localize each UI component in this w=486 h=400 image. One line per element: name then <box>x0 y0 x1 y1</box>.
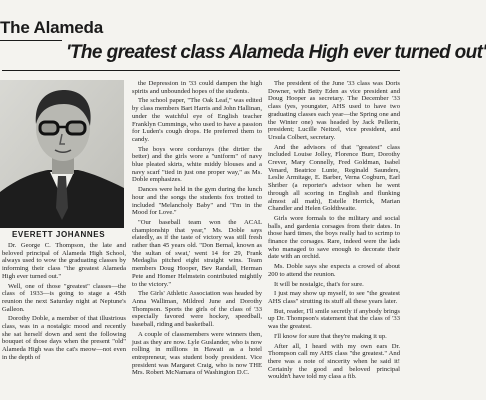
column-3-paragraph: After all, I heard with my own ears Dr. Thompson call my AHS class "the greatest." And there was a note of sincerity when he said it! Certainly the good and beloved principal wouldn't have told my class a fib. <box>268 342 400 381</box>
column-tag: The Alameda <box>0 18 103 37</box>
column-1-paragraph: Well, one of those "greatest" classes—the class of 1933—is going to stage a 45th reunion the next Saturday night at Neptune's Galleon. <box>2 282 126 313</box>
column-2-paragraph: The school paper, "The Oak Leaf," was edited by class members Bart Harris and John Hallinan, under the watchful eye of English teacher Franklyn Cummings, who used to have a passion for Luden's cough drops. He preferred them to candy. <box>132 97 262 143</box>
author-portrait-illustration <box>0 80 124 228</box>
column-3-paragraph: I just may show up myself, to see "the greatest AHS class" strutting its stuff all these years later. <box>268 290 400 305</box>
headline: 'The greatest class Alameda High ever turned out' <box>66 42 486 63</box>
column-2-paragraph: The boys wore corduroys (the dirtier the better) and the girls wore a "uniform" of navy blue pleated skirts, white middy blouses and a navy scarf "tied in just one proper way," as Ms. Doble emphasizes. <box>132 145 262 184</box>
column-3-paragraph: And the advisors of that "greatest" class included Louise Jolley, Florence Burr, Dorothy Crever, Mary Connelly, Fred Goldman, Isabel Venard, Beatrice Lunte, Reginald Saunders, Leslie Armitage, E. Barber, Verna Cogburn, Earl Shriber (a reporter's advisor when he went through all scoring in English and flunking almost all math), Estelle Herrick, Marian Chandler and Helen Goldthwaite. <box>268 143 400 213</box>
column-2-paragraph: "Our baseball team won the ACAL championship that year," Ms. Doble says elatedly, as if the taste of victory was still fresh rather than 45 years old. "Don Bernal, known as 'the sultan of swat,' went 14 for 29, Frank Medaglia pitched eight straight wins. Team members Doug Hooper, Bev Randall, Herman Pete and Homer Helmstein contributed mightily to the victory." <box>132 218 262 288</box>
column-1-paragraph: Dorothy Doble, a member of that illustrious class, was in a nostalgic mood and recently she sat herself down and sent the following bouquet of those days when the present "old" Alameda High was the cat's meow—not even in the depth of <box>2 315 126 361</box>
column-3-paragraph: The president of the June '33 class was Doris Downer, with Betty Eden as vice president and Doug Hooper as secretary. The December '33 class (yes, youngster, AHS used to have two graduating classes each year—the Spring one and the Winter one) was headed by Jack Pellerin, president; Lucille Neitzel, vice president, and Ursula Colbert, secretary. <box>268 80 400 141</box>
photo-caption: EVERETT JOHANNES <box>12 230 106 239</box>
column-tag-rule <box>0 40 62 41</box>
column-1-paragraph: Dr. George C. Thompson, the late and beloved principal of Alameda High School, always used to wow the graduating classes by informing their class "the greatest Alameda High ever turned out." <box>2 242 126 280</box>
column-2-paragraph: The Girls' Athletic Association was headed by Anna Walliman, Mildred June and Dorothy Thompson. Sports the girls of the class of '33 especially favored were hockey, speedball, baseball, riding and basketball. <box>132 290 262 329</box>
headline-rule <box>2 70 400 71</box>
article-column-1 <box>2 242 126 400</box>
author-photo <box>0 80 124 228</box>
column-2-paragraph: Dances were held in the gym during the lunch hour and the songs the students fox trotted to included "Melancholy Baby" and "I'm in the Mood for Love." <box>132 186 262 217</box>
article-column-2 <box>132 80 262 400</box>
column-3-paragraph: Ms. Doble says she expects a crowd of about 200 to attend the reunion. <box>268 263 400 278</box>
column-3-paragraph: Girls wore formals to the military and social balls, and gardenia corsages from their dates. In those hard times, the boys really had to scrimp to finance the corsages. Rare, indeed were the lads who managed to save enough to decorate their date with an orchid. <box>268 214 400 261</box>
column-3-paragraph: I'll know for sure that they're making it up. <box>274 332 387 340</box>
column-3-paragraph: It will be nostalgic, that's for sure. <box>274 280 364 288</box>
column-3-paragraph: But, reader, I'll smile secretly if anybody brings up Dr. Thompson's statement that the class of '33 was the greatest. <box>268 307 400 331</box>
column-2-paragraph: A couple of classmembers were winners then, just as they are now. Lyle Guslander, who is now rolling in millions in Hawaii as a hotel entrepreneur, was student body president. Vice president was Margaret Craig, who is now THE Mrs. Robert McNamara of Washington D.C. <box>132 330 262 377</box>
article-column-3 <box>268 80 400 400</box>
column-2-paragraph: the Depression in '33 could dampen the high spirits and unbounded hopes of the students. <box>132 80 262 95</box>
